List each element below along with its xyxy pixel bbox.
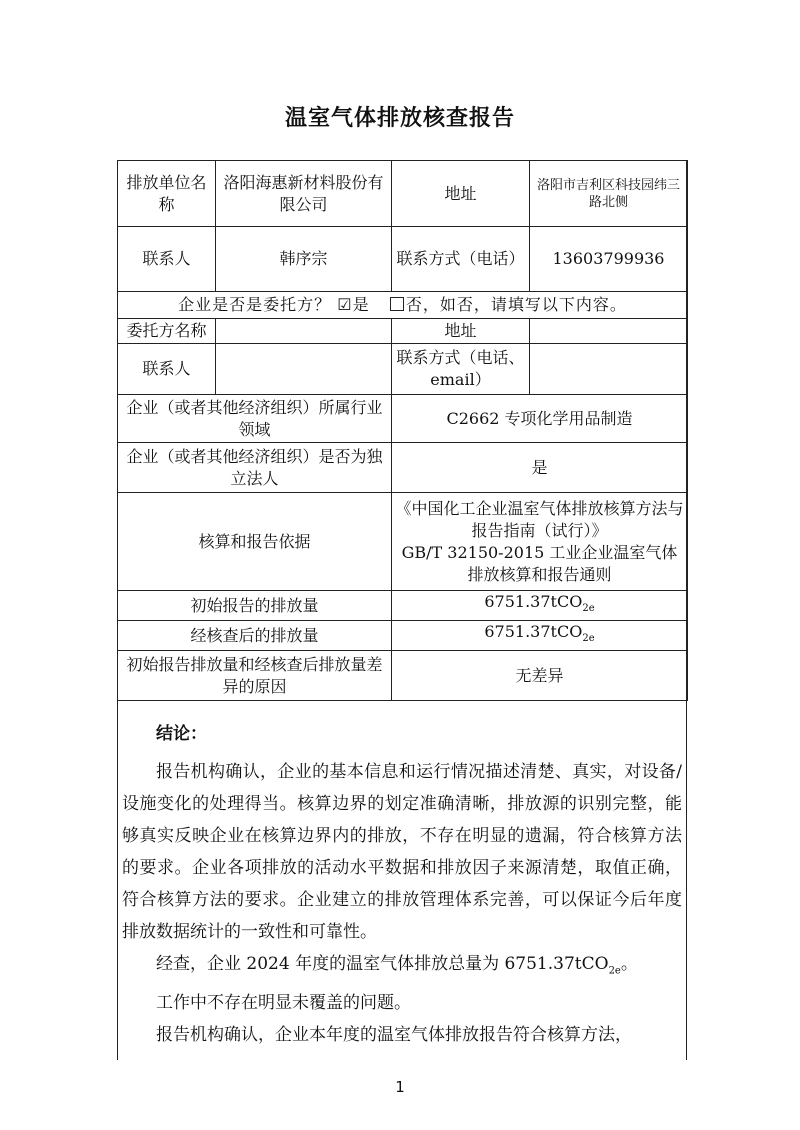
contact-method-value: 13603799936	[530, 227, 688, 292]
table-row	[118, 621, 688, 651]
client-address-value	[530, 319, 688, 344]
table-row	[118, 395, 688, 443]
table-row	[118, 292, 688, 319]
co2e-subscript: 2e	[582, 633, 595, 645]
conclusion-section	[122, 718, 682, 1051]
basis-value-1: 《中国化工企业温室气体排放核算方法与报告指南（试行）》	[395, 498, 684, 540]
entrust-yes-label: 是	[352, 295, 370, 314]
contact-method-label: 联系方式（电话）	[392, 227, 530, 292]
co2e-subscript: 2e	[608, 965, 621, 977]
industry-label: 企业（或者其他经济组织）所属行业领域	[118, 395, 392, 443]
client-contact-label: 联系人	[118, 344, 216, 395]
verified-emission-label: 经核查后的排放量	[118, 621, 392, 651]
entrust-no-label: 否，如否，请填写以下内容。	[405, 295, 627, 314]
table-row	[118, 591, 688, 621]
conclusion-total-paragraph	[122, 948, 682, 987]
client-contact-method-label: 联系方式（电话、email）	[392, 344, 530, 395]
table-row	[118, 493, 688, 591]
client-address-label: 地址	[392, 319, 530, 344]
contact-label: 联系人	[118, 227, 216, 292]
entrust-question-row	[118, 292, 688, 319]
page-title: 温室气体排放核查报告	[284, 106, 515, 131]
table-row	[118, 161, 688, 227]
client-contact-method-value	[530, 344, 688, 395]
conclusion-paragraph: 工作中不存在明显未覆盖的问题。	[156, 993, 411, 1014]
industry-value: C2662 专项化学用品制造	[392, 395, 688, 443]
client-contact-value	[216, 344, 392, 395]
conclusion-paragraph: 报告机构确认，企业本年度的温室气体排放报告符合核算方法，	[156, 1025, 632, 1046]
table-row	[118, 227, 688, 292]
conclusion-total-end: 。	[620, 954, 638, 974]
initial-emission-number: 6751.37tCO	[484, 592, 583, 611]
basis-value-2: GB/T 32150-2015 工业企业温室气体排放核算和报告通则	[401, 542, 678, 584]
address-value: 洛阳市吉利区科技园纬三路北侧	[530, 161, 688, 227]
conclusion-total-text: 经查，企业 2024 年度的温室气体排放总量为 6751.37tCO	[156, 954, 609, 974]
legal-person-label: 企业（或者其他经济组织）是否为独立法人	[118, 443, 392, 493]
entrust-question: 企业是否是委托方？	[178, 295, 332, 314]
co2e-subscript: 2e	[582, 603, 595, 615]
table-row	[118, 443, 688, 493]
table-row	[118, 651, 688, 701]
table-row	[118, 319, 688, 344]
contact-value: 韩序宗	[216, 227, 392, 292]
address-label: 地址	[392, 161, 530, 227]
entrust-no-checkbox-icon	[390, 297, 404, 311]
entrust-yes-checkbox-icon: ☑	[337, 295, 353, 314]
conclusion-paragraph: 报告机构确认，企业的基本信息和运行情况描述清楚、真实，对设备/设施变化的处理得当。核算边界的划定准确清晰，排放源的识别完整，能够真实反映企业在核算边界内的排放，不存在明显的遗漏，符合核算方法的要求。企业各项排放的活动水平数据和排放因子来源清楚，取值正确，符合核算方法的要求。企业建立的排放管理体系完善，可以保证今后年度排放数据统计的一致性和可靠性。	[122, 762, 682, 942]
basis-label: 核算和报告依据	[118, 493, 392, 591]
difference-value: 无差异	[392, 651, 688, 701]
client-name-label: 委托方名称	[118, 319, 216, 344]
client-name-value	[216, 319, 392, 344]
verified-emission-number: 6751.37tCO	[484, 622, 583, 642]
difference-label: 初始报告排放量和经核查后排放量差异的原因	[118, 651, 392, 701]
initial-emission-label: 初始报告的排放量	[118, 591, 392, 621]
emitter-name-label: 排放单位名称	[118, 161, 216, 227]
page-number: 1	[395, 1078, 405, 1096]
verified-emission-value	[392, 621, 688, 651]
initial-emission-value	[392, 591, 688, 621]
legal-person-value: 是	[392, 443, 688, 493]
emitter-name-value: 洛阳海惠新材料股份有限公司	[216, 161, 392, 227]
report-table	[117, 160, 688, 701]
conclusion-heading: 结论：	[156, 724, 207, 744]
basis-value	[392, 493, 688, 591]
table-row	[118, 344, 688, 395]
